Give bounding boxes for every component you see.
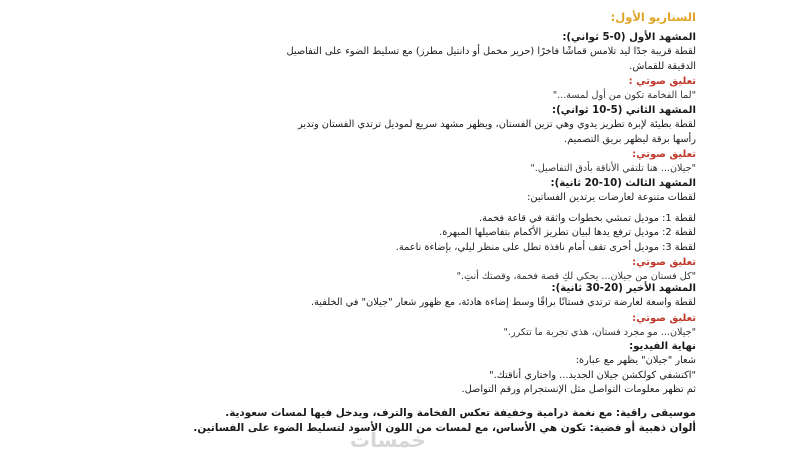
voiceover-label: تعليق صوتي: xyxy=(632,312,696,324)
scene-1 xyxy=(100,30,696,104)
voiceover-text: "لما الفخامة تكون من أول لمسة..." xyxy=(552,90,696,101)
shot-line: لقطة 3: موديل أخرى تقف أمام نافذة تطل على منظر ليلي، بإضاءة ناعمة. xyxy=(395,241,696,253)
video-ending xyxy=(100,339,696,398)
music-note: موسيقى راقية: مع نغمة درامية وخفيفة تعكس الفخامة والترف، ويدخل فيها لمسات سعودية. xyxy=(225,407,696,419)
scene-description-line: لقطات متنوعة لعارضات يرتدين الفساتين: xyxy=(527,192,696,203)
ending-line: ثم تظهر معلومات التواصل مثل الإنستجرام ورقم التواصل. xyxy=(461,384,696,395)
voiceover-label: تعليق صوتي: xyxy=(632,149,696,160)
document-title: السناريو الأول: xyxy=(610,10,696,24)
scene-description-line: رأسها برقة ليظهر بريق التصميم. xyxy=(563,133,696,145)
scene-3 xyxy=(100,176,696,285)
scene-4 xyxy=(100,281,696,340)
scene-heading: المشهد الثالث (10-20 ثانية): xyxy=(550,178,696,189)
shot-line: لقطة 2: موديل ترفع يدها لبيان تطريز الأكمام بتفاصيلها المبهرة. xyxy=(439,227,696,238)
voiceover-label: تعليق صوتي : xyxy=(628,76,696,87)
colors-note: ألوان ذهبية أو فضية: تكون هي الأساس، مع لمسات من اللون الأسود لتسليط الضوء على الفساتين. xyxy=(193,422,696,434)
scene-2 xyxy=(100,103,696,177)
voiceover-text: "كل فستان من جيلان... يحكي لكِ قصة فخمة، وقصتك أنتِ." xyxy=(456,271,696,282)
ending-line: شعار "جيلان" يظهر مع عبارة: xyxy=(575,355,696,366)
voiceover-text: "جيلان... مو مجرد فستان، هذي تجربة ما تتكرر." xyxy=(503,326,696,338)
watermark-logo: خمسات xyxy=(350,428,426,452)
scene-heading: المشهد الأول (0-5 ثواني): xyxy=(562,32,696,43)
scene-description-line: لقطة واسعة لعارضة ترتدي فستانًا براقًا وسط إضاءة هادئة، مع ظهور شعار "جيلان" في الخلفية. xyxy=(310,297,696,308)
voiceover-text: "جيلان... هنا تلتقي الأناقة بأدق التفاصيل." xyxy=(530,163,696,174)
scene-heading: المشهد الثاني (5-10 ثواني): xyxy=(552,105,696,116)
ending-heading: نهاية الفيديو: xyxy=(629,341,696,352)
scene-description-line: لقطة بطيئة لإبرة تطريز يدوي وهي تزين الفستان، ويظهر مشهد سريع لموديل ترتدي الفستان وتدير xyxy=(297,119,696,130)
voiceover-label: تعليق صوتي: xyxy=(632,257,696,268)
scene-description-line: الدقيقة للقماش. xyxy=(629,60,696,72)
scene-heading: المشهد الأخير (20-30 ثانية): xyxy=(551,283,696,294)
shot-line: لقطة 1: موديل تمشي بخطوات واثقة في قاعة فخمة. xyxy=(479,212,696,224)
ending-line: "اكتشفي كولكشن جيلان الجديد... واختاري أناقتك." xyxy=(489,369,696,381)
scene-description-line: لقطة قريبة جدًا ليد تلامس قماشًا فاخرًا (حرير مخمل أو دانتيل مطرز) مع تسليط الضوء على التفاصيل xyxy=(286,46,696,57)
